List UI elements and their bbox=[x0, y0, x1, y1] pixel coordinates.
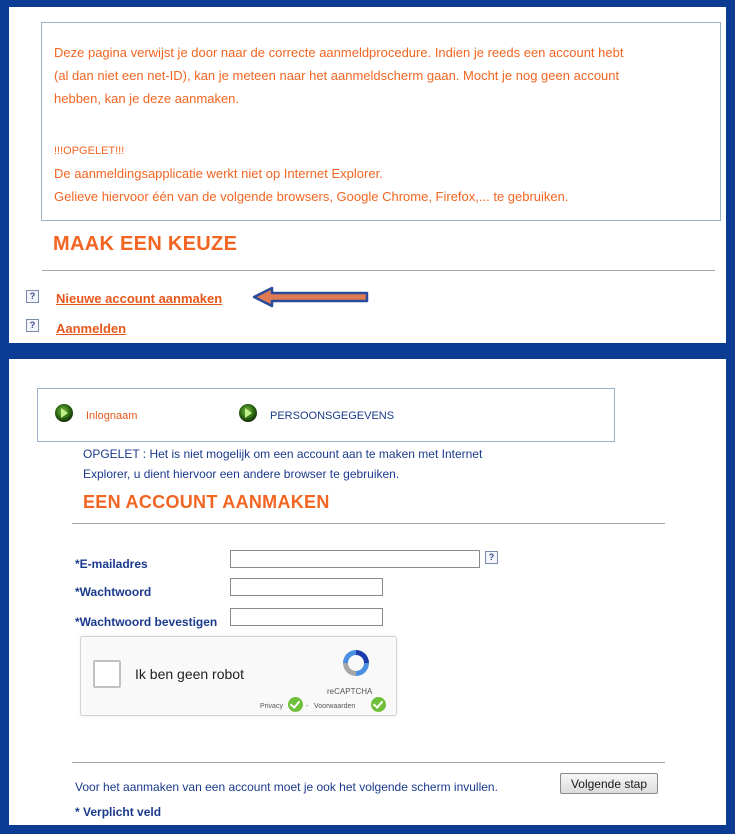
email-label: *E-mailadres bbox=[75, 557, 148, 571]
terms-link[interactable]: Voorwaarden bbox=[314, 703, 356, 710]
next-step-button[interactable]: Volgende stap bbox=[560, 773, 658, 794]
info-line: (al dan niet een net-ID), kan je meteen naar het aanmeldscherm gaan. Mocht je nog geen account bbox=[54, 68, 620, 83]
arrow-left-icon bbox=[252, 286, 372, 308]
help-icon[interactable]: ? bbox=[26, 290, 39, 303]
check-icon bbox=[288, 697, 303, 712]
help-icon[interactable]: ? bbox=[485, 551, 498, 564]
password-field[interactable] bbox=[230, 578, 383, 596]
divider bbox=[72, 523, 665, 524]
info-line: Deze pagina verwijst je door naar de correcte aanmeldprocedure. Indien je reeds een account hebt bbox=[54, 45, 624, 60]
required-note: * Verplicht veld bbox=[75, 805, 162, 819]
choice-panel bbox=[9, 7, 726, 343]
recaptcha-brand: reCAPTCHA bbox=[327, 687, 373, 696]
password-confirm-field[interactable] bbox=[230, 608, 383, 626]
create-account-panel bbox=[9, 359, 726, 825]
recaptcha-logo-icon bbox=[339, 647, 373, 679]
separator: - bbox=[306, 703, 309, 710]
step-arrow-icon bbox=[239, 404, 257, 422]
divider bbox=[72, 762, 665, 763]
recaptcha-widget bbox=[80, 636, 397, 716]
step-persoonsgegevens: PERSOONSGEGEVENS bbox=[270, 410, 395, 422]
new-account-link[interactable]: Nieuwe account aanmaken bbox=[56, 291, 223, 306]
warning-title: !!!OPGELET!!! bbox=[54, 145, 125, 157]
password-confirm-label: *Wachtwoord bevestigen bbox=[75, 615, 218, 629]
progress-steps bbox=[37, 388, 615, 442]
info-line: De aanmeldingsapplicatie werkt niet op Internet Explorer. bbox=[54, 166, 383, 181]
warning-text: Explorer, u dient hiervoor een andere browser te gebruiken. bbox=[83, 467, 400, 481]
email-field[interactable] bbox=[230, 550, 480, 568]
privacy-link[interactable]: Privacy bbox=[260, 703, 283, 710]
warning-text: OPGELET : Het is niet mogelijk om een account aan te maken met Internet bbox=[83, 447, 483, 461]
info-box bbox=[41, 22, 721, 221]
info-line: hebben, kan je deze aanmaken. bbox=[54, 91, 240, 106]
footer-text: Voor het aanmaken van een account moet je ook het volgende scherm invullen. bbox=[75, 780, 498, 794]
page-title: MAAK EEN KEUZE bbox=[53, 233, 238, 255]
recaptcha-checkbox[interactable] bbox=[93, 660, 121, 688]
recaptcha-label: Ik ben geen robot bbox=[135, 666, 244, 682]
divider bbox=[42, 270, 715, 271]
step-arrow-icon bbox=[55, 404, 73, 422]
info-line: Gelieve hiervoor één van de volgende browsers, Google Chrome, Firefox,... te gebruiken. bbox=[54, 189, 569, 204]
check-icon bbox=[371, 697, 386, 712]
help-icon[interactable]: ? bbox=[26, 319, 39, 332]
password-label: *Wachtwoord bbox=[75, 585, 152, 599]
page-title: EEN ACCOUNT AANMAKEN bbox=[83, 492, 330, 512]
login-link[interactable]: Aanmelden bbox=[56, 321, 127, 336]
step-inlognaam: Inlognaam bbox=[86, 410, 138, 422]
